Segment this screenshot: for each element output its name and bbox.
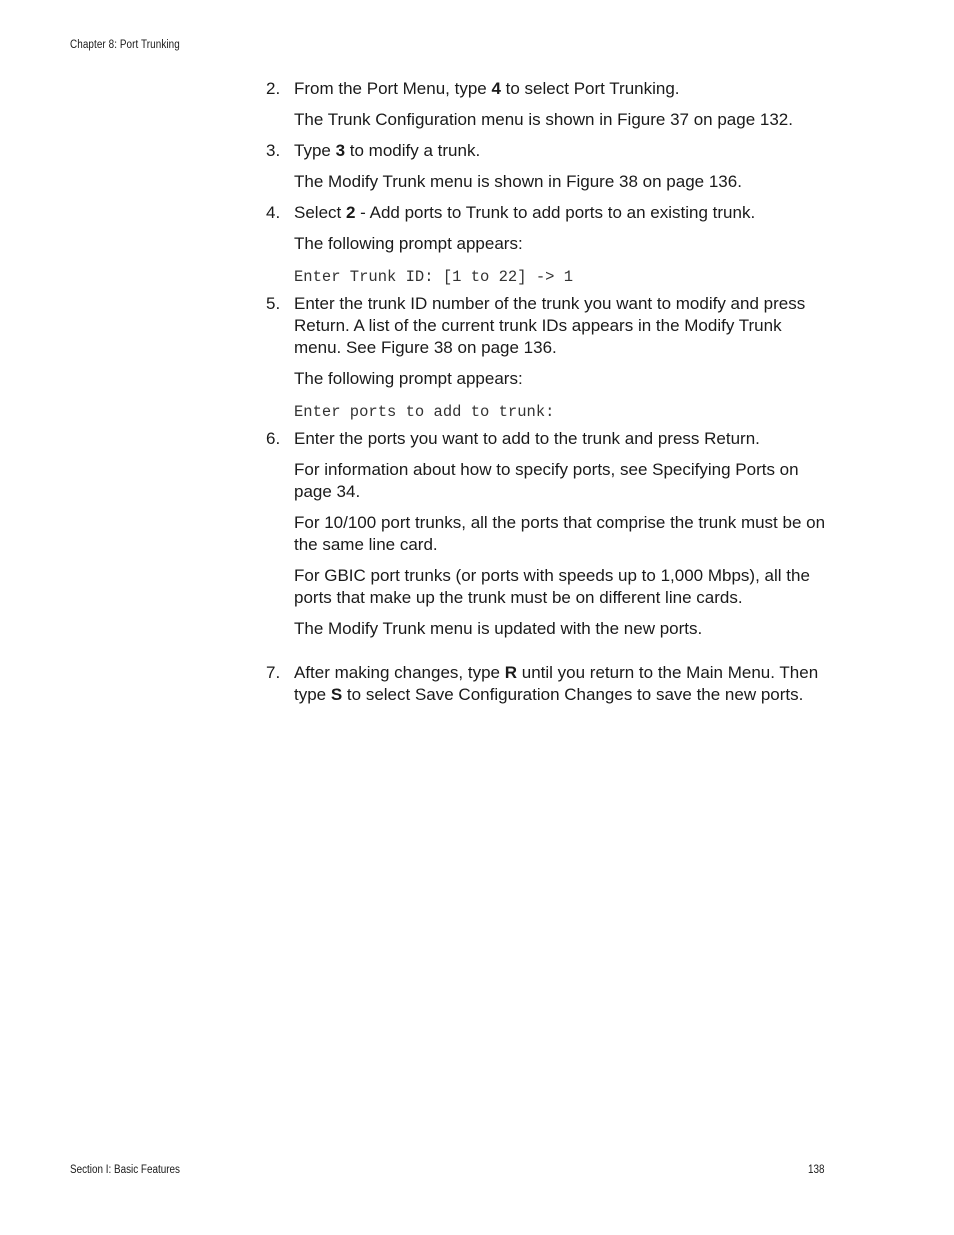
step-2 [266, 78, 832, 100]
step-6 [266, 428, 832, 450]
step-text: From the Port Menu, type [294, 79, 492, 98]
step-number: 7. [266, 663, 281, 682]
step-text: - Add ports to Trunk to add ports to an existing trunk. [355, 203, 756, 222]
step-text: Type [294, 141, 336, 160]
step-note: For 10/100 port trunks, all the ports that comprise the trunk must be on the same line card. [294, 513, 826, 554]
step-key: R [504, 663, 518, 682]
code-prompt-trunk-id: Enter Trunk ID: [1 to 22] -> 1 [294, 268, 574, 286]
step-3 [266, 140, 832, 162]
step-number: 4. [266, 203, 281, 222]
step-text: to select Save Configuration Changes to save the new ports. [342, 685, 804, 704]
running-header: Chapter 8: Port Trunking [70, 39, 180, 51]
step-4 [266, 202, 832, 224]
step-text: until you return to the Main Menu. Then type [294, 663, 819, 704]
step-text: to select Port Trunking. [500, 79, 680, 98]
step-note: The Trunk Configuration menu is shown in Figure 37 on page 132. [294, 110, 793, 129]
step-number: 2. [266, 79, 281, 98]
footer-section: Section I: Basic Features [70, 1164, 180, 1176]
step-key: 2 [345, 203, 356, 222]
step-key: 4 [491, 79, 501, 98]
step-key: 3 [335, 141, 346, 160]
code-prompt-add-ports: Enter ports to add to trunk: [294, 403, 555, 421]
page-body [266, 78, 832, 715]
step-note: For information about how to specify ports, see Specifying Ports on page 34. [294, 460, 799, 501]
step-5 [266, 293, 832, 359]
step-text: to modify a trunk. [345, 141, 481, 160]
step-note: The Modify Trunk menu is shown in Figure 38 on page 136. [294, 172, 742, 191]
step-note: For GBIC port trunks (or ports with speeds up to 1,000 Mbps), all the ports that make up the trunk must be on different line cards. [294, 566, 810, 607]
step-text: Enter the ports you want to add to the trunk and press Return. [294, 429, 760, 448]
step-number: 5. [266, 294, 281, 313]
step-number: 3. [266, 141, 281, 160]
step-number: 6. [266, 429, 281, 448]
step-note: The following prompt appears: [294, 369, 523, 388]
step-text: Enter the trunk ID number of the trunk you want to modify and press Return. A list of the current trunk IDs appears in the Modify Trunk menu. See Figure 38 on page 136. [294, 294, 806, 357]
step-note: The following prompt appears: [294, 234, 523, 253]
page-number: 138 [808, 1164, 825, 1176]
step-key: S [330, 685, 343, 704]
step-7 [266, 662, 832, 706]
step-note: The Modify Trunk menu is updated with the new ports. [294, 619, 703, 638]
step-text: Select [294, 203, 346, 222]
step-text: After making changes, type [294, 663, 505, 682]
